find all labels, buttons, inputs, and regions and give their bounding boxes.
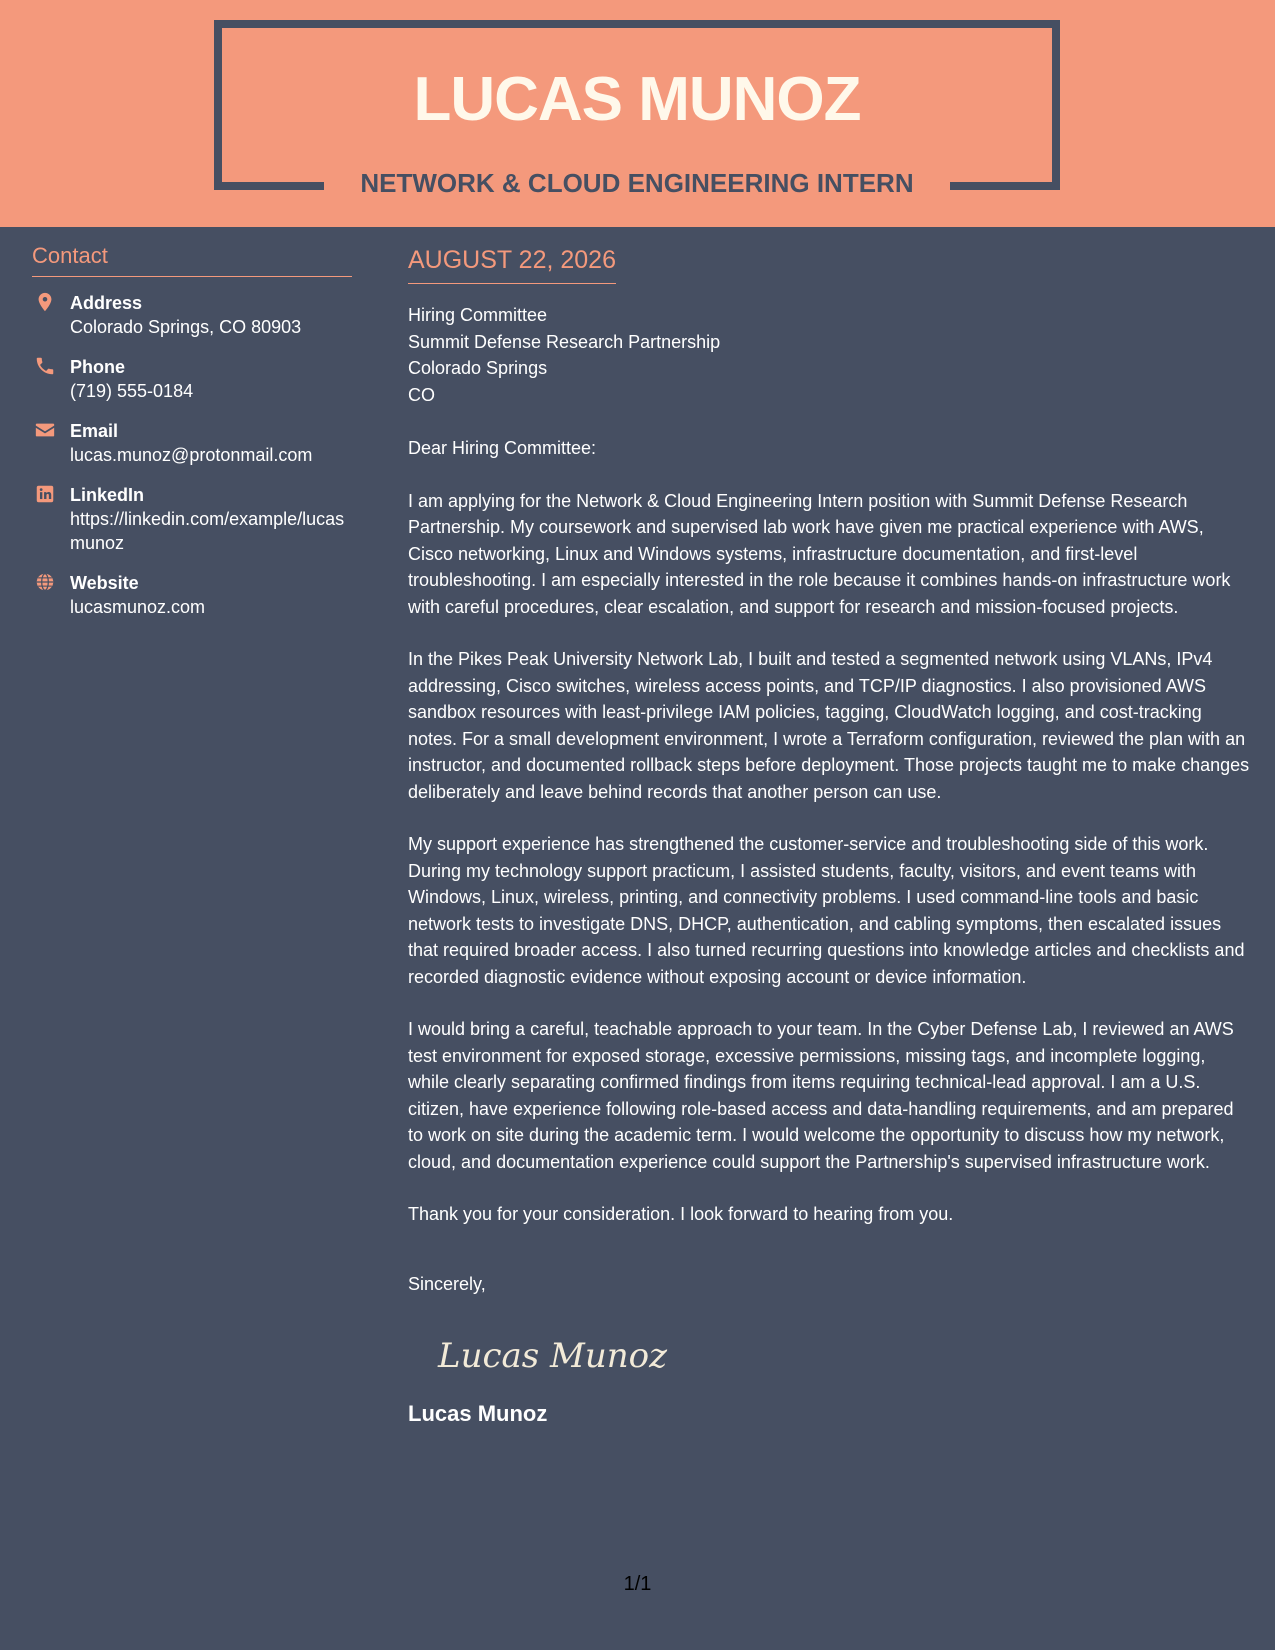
envelope-icon — [34, 419, 56, 441]
header-banner — [0, 0, 1275, 227]
signature-image — [434, 1325, 674, 1381]
recipient-block — [408, 302, 1250, 408]
letter-body — [408, 243, 1250, 1429]
contact-label: Website — [70, 573, 139, 593]
page-number: 1/1 — [623, 1573, 652, 1595]
map-pin-icon — [34, 291, 56, 313]
recipient-line: CO — [408, 384, 435, 405]
salutation: Dear Hiring Committee: — [408, 438, 597, 458]
contact-value[interactable]: lucasmunoz.com — [70, 597, 206, 617]
contact-value[interactable]: https://linkedin.com/example/lucasmunoz — [70, 509, 345, 553]
letter-date: AUGUST 22, 2026 — [408, 243, 616, 284]
contact-value: lucas.munoz@protonmail.com — [70, 445, 313, 465]
signature-text: Lucas Munoz — [438, 1336, 668, 1376]
letter-paragraph: I am applying for the Network & Cloud Engineering Intern position with Summit Defense Research Partnership. My coursework and supervised lab work have given me practical experience with AWS, Cisco networking, Linux and Windows systems, infrastructure documentation, and first-level troubleshooting. I am especially interested in the role because it combines hands-on infrastructure work with careful procedures, clear escalation, and support for research and mission-focused projects. — [408, 490, 1231, 617]
letter-paragraph: In the Pikes Peak University Network Lab, I built and tested a segmented network using VLANs, IPv4 addressing, Cisco switches, wireless access points, and TCP/IP diagnostics. I also provisioned AWS sandbox resources with least-privilege IAM policies, tagging, CloudWatch logging, and cost-tracking notes. For a small development environment, I wrote a Terraform configuration, reviewed the plan with an instructor, and documented rollback steps before deployment. Those projects taught me to make changes deliberately and leave behind records that another person can use. — [408, 649, 1250, 802]
letter-paragraph: My support experience has strengthened the customer-service and troubleshooting side of this work. During my technology support practicum, I assisted students, faculty, visitors, and event teams with Windows, Linux, wireless, printing, and connectivity problems. I used command-line tools and basic network tests to investigate DNS, DHCP, authentication, and cabling symptoms, then escalated issues that required broader access. I also turned recurring questions into knowledge articles and checklists and recorded diagnostic evidence without exposing account or device information. — [408, 834, 1245, 987]
letter-paragraph: Thank you for your consideration. I look forward to hearing from you. — [408, 1204, 954, 1224]
contact-label: Address — [70, 293, 143, 313]
contact-label: Phone — [70, 357, 126, 377]
signed-name: Lucas Munoz — [408, 1401, 548, 1426]
contact-item-linkedin — [32, 483, 352, 555]
letter-paragraph: I would bring a careful, teachable approach to your team. In the Cyber Defense Lab, I reviewed an AWS test environment for exposed storage, excessive permissions, missing tags, and incomplete logging, while clearly separating confirmed findings from items requiring technical-lead approval. I am a U.S. citizen, have experience following role-based access and data-handling requirements, and am prepared to work on site during the academic term. I would welcome the opportunity to discuss how my network, cloud, and documentation experience could support the Partnership's supervised infrastructure work. — [408, 1019, 1234, 1172]
contact-item-address — [32, 291, 352, 339]
handwritten-signature — [434, 1325, 1250, 1381]
contact-item-phone — [32, 355, 352, 403]
contact-value: (719) 555-0184 — [70, 381, 194, 401]
recipient-line: Summit Defense Research Partnership — [408, 331, 721, 352]
job-title: NETWORK & CLOUD ENGINEERING INTERN — [360, 168, 914, 198]
contact-item-website — [32, 571, 352, 619]
contact-value: Colorado Springs, CO 80903 — [70, 317, 302, 337]
phone-icon — [34, 355, 56, 377]
contact-item-email — [32, 419, 352, 467]
recipient-line: Colorado Springs — [408, 358, 548, 378]
letter-closing: Sincerely, — [408, 1273, 486, 1294]
applicant-name: LUCAS MUNOZ — [413, 65, 861, 134]
contact-heading: Contact — [32, 240, 352, 277]
contact-label: LinkedIn — [70, 485, 145, 505]
contact-sidebar — [32, 240, 352, 635]
linkedin-icon — [34, 483, 56, 505]
recipient-line: Hiring Committee — [408, 305, 548, 325]
globe-icon — [34, 571, 56, 593]
contact-label: Email — [70, 421, 119, 441]
